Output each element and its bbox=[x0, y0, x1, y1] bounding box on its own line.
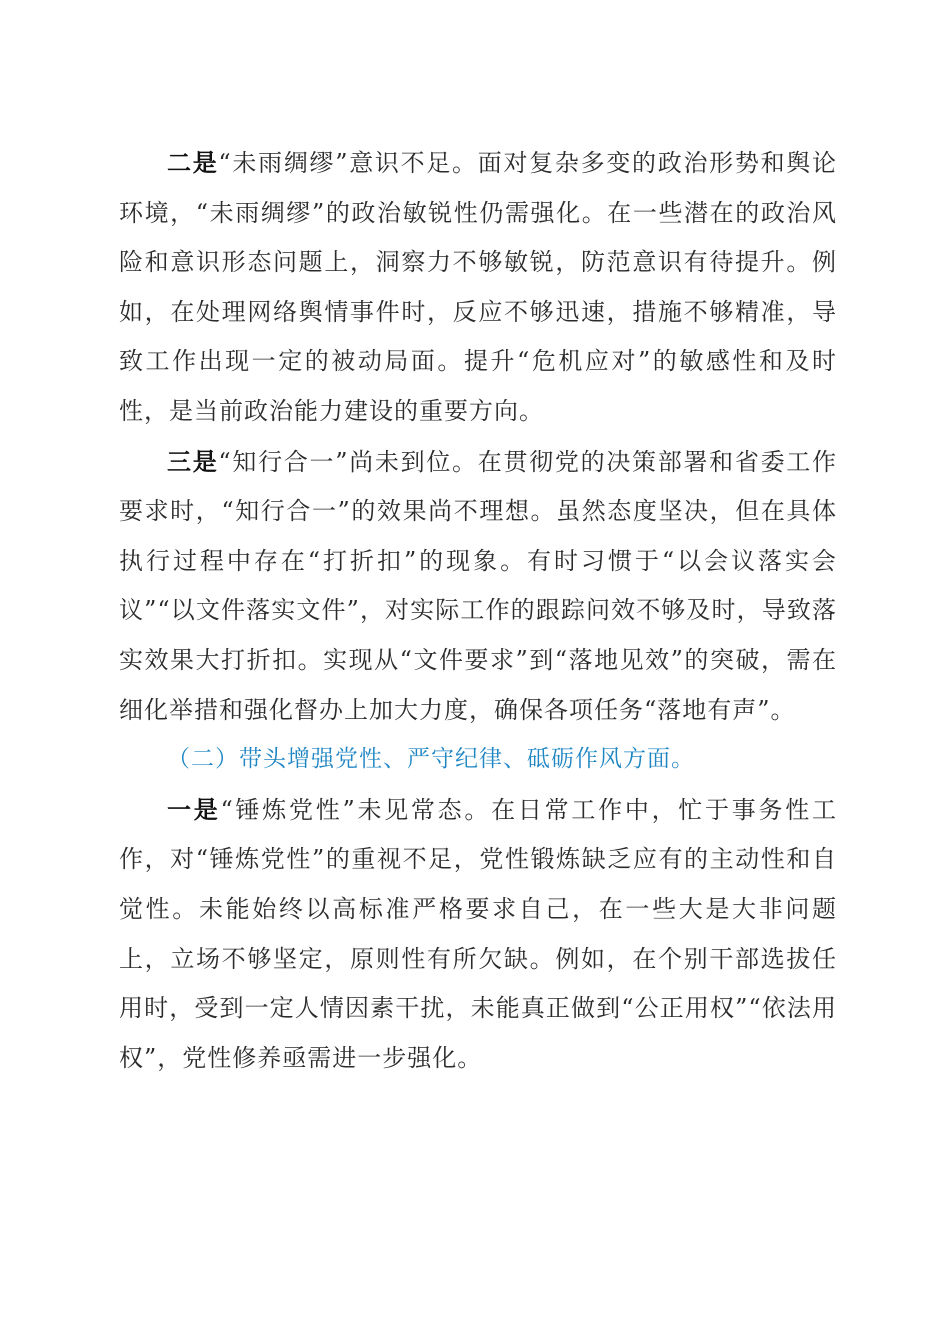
section-heading: （二）带头增强党性、严守纪律、砥砺作风方面。 bbox=[167, 746, 695, 773]
paragraph-lead: 一是 bbox=[167, 794, 221, 824]
paragraph-point-two bbox=[119, 138, 837, 437]
paragraph-text: “锤炼党性”未见常态。在日常工作中，忙于事务性工作，对“锤炼党性”的重视不足，党性锻炼缺乏应有的主动性和自觉性。未能始终以高标准严格要求自己，在一些大是大非问题上，立场不够坚定，原则性有所欠缺。例如，在个别干部选拔任用时，受到一定人情因素干扰，未能真正做到“公正用权”“依法用权”，党性修养亟需进一步强化。 bbox=[119, 795, 837, 1072]
paragraph-lead: 二是 bbox=[167, 148, 219, 177]
document-body bbox=[119, 138, 837, 1083]
paragraph-text: “未雨绸缪”意识不足。面对复杂多变的政治形势和舆论环境，“未雨绸缪”的政治敏锐性仍需强化。在一些潜在的政治风险和意识形态问题上，洞察力不够敏锐，防范意识有待提升。例如，在处理网络舆情事件时，反应不够迅速，措施不够精准，导致工作出现一定的被动局面。提升“危机应对”的敏感性和及时性，是当前政治能力建设的重要方向。 bbox=[119, 149, 837, 425]
paragraph-point-three bbox=[119, 437, 837, 736]
paragraph-lead: 三是 bbox=[167, 446, 219, 476]
paragraph-text: “知行合一”尚未到位。在贯彻党的决策部署和省委工作要求时，“知行合一”的效果尚不理想。虽然态度坚决，但在具体执行过程中存在“打折扣”的现象。有时习惯于“以会议落实会议”“以文件落实文件”，对实际工作的跟踪问效不够及时，导致落实效果大打折扣。实现从“文件要求”到“落地见效”的突破，需在细化举措和强化督办上加大力度，确保各项任务“落地有声”。 bbox=[119, 447, 837, 724]
paragraph-point-one bbox=[119, 785, 837, 1084]
